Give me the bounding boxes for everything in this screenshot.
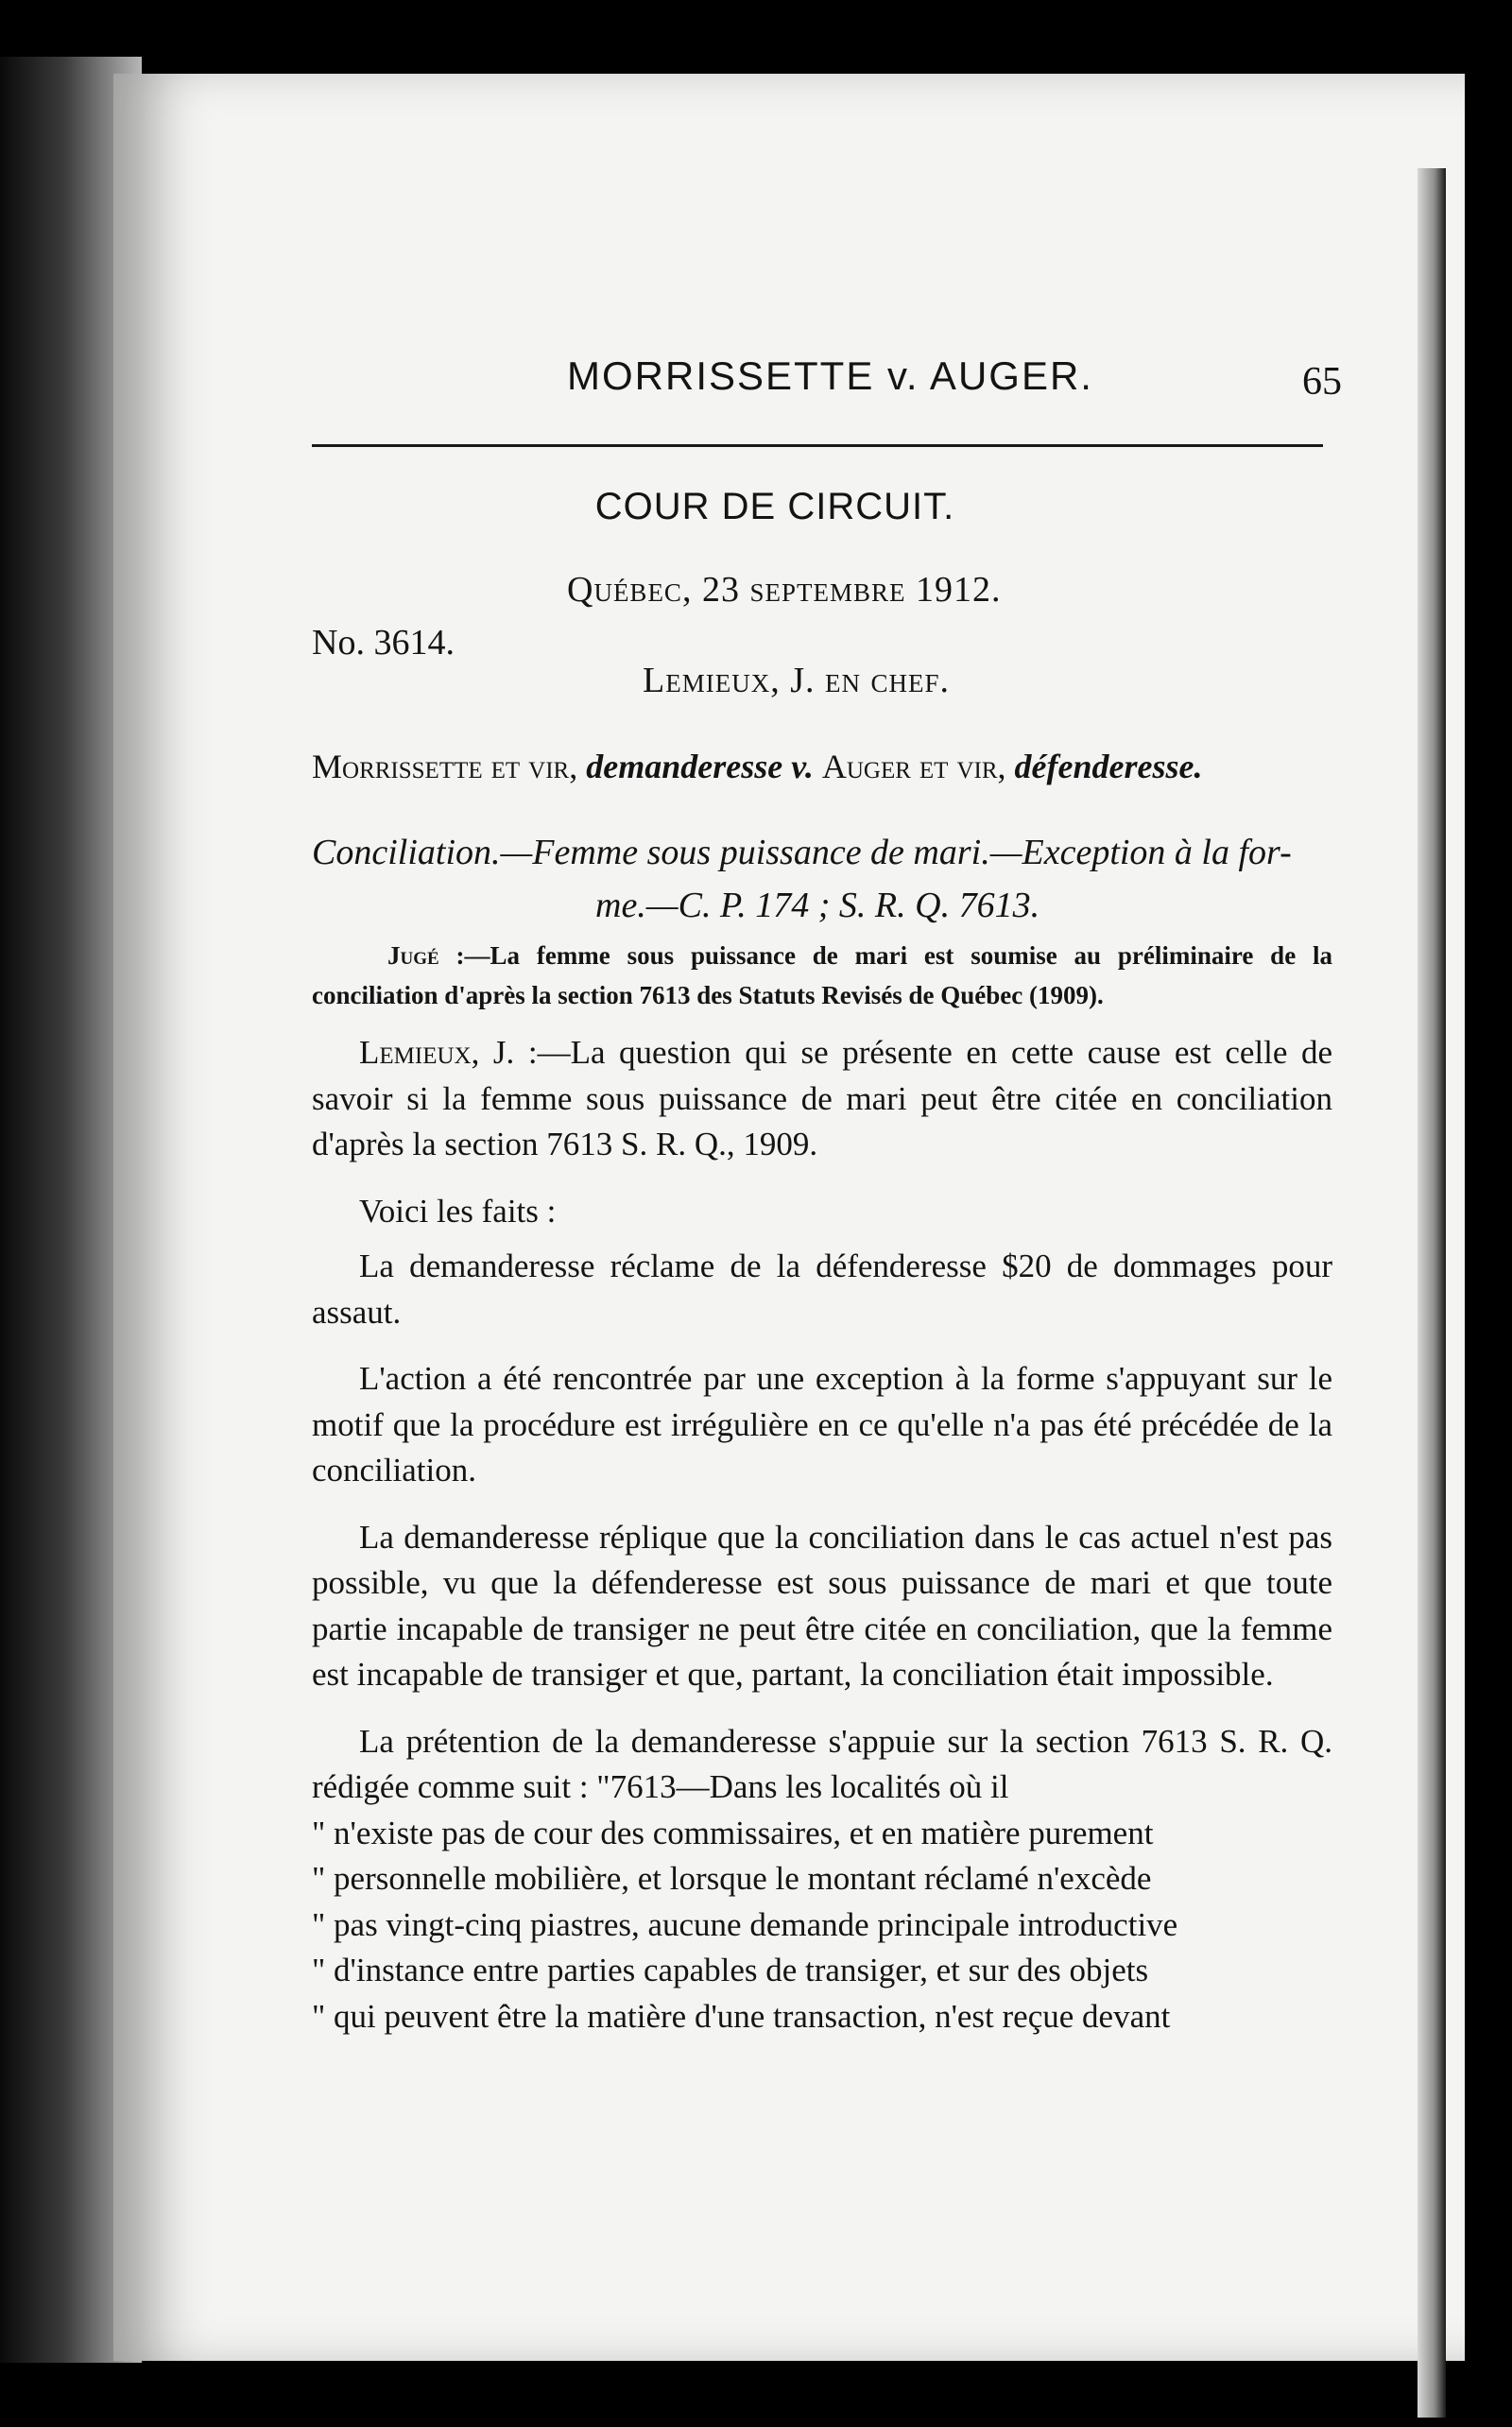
paragraph-6-intro: La prétention de la demanderesse s'appuie sur la section 7613 S. R. Q. rédigée comme suit : "7613—Dans les localités où il	[312, 1722, 1332, 1805]
running-head	[208, 353, 1342, 410]
book-page	[113, 74, 1465, 2361]
syllabus-text: :—La femme sous puissance de mari est soumise au préliminaire de la conciliation d'après la section 7613 des Statuts Revisés de Québec (1909).	[312, 941, 1332, 1009]
running-title: MORRISSETTE v. AUGER.	[567, 353, 1093, 398]
quote-line: " qui peuvent être la matière d'une transaction, n'est reçue devant	[312, 1997, 1171, 2035]
quote-line: " personnelle mobilière, et lorsque le montant réclamé n'excède	[312, 1860, 1152, 1897]
case-parties	[312, 747, 1342, 786]
judgment-body	[312, 1030, 1332, 2060]
paragraph-2: Voici les faits :	[359, 1192, 557, 1230]
docket-number: No. 3614.	[312, 623, 455, 663]
decision-date: Québec, 23 septembre 1912.	[567, 570, 1002, 610]
paragraph-6	[312, 1719, 1332, 2040]
court-heading: COUR DE CIRCUIT.	[594, 486, 955, 527]
paragraph-3: La demanderesse réclame de la défenderesse $20 de dommages pour assaut.	[312, 1248, 1332, 1331]
syllabus	[312, 936, 1332, 1015]
syllabus-label: Jugé	[387, 941, 439, 970]
presiding-judge: Lemieux, J. en chef.	[643, 661, 950, 700]
quote-line: " n'existe pas de cour des commissaires, et en matière purement	[312, 1814, 1154, 1851]
header-rule	[312, 444, 1323, 447]
rubric	[312, 826, 1342, 932]
rubric-line-2: me.—C. P. 174 ; S. R. Q. 7613.	[595, 886, 1040, 925]
paragraph-4: L'action a été rencontrée par une exception à la forme s'appuyant sur le motif que la procédure est irrégulière en ce qu'elle n'a pas été précédée de la conciliation.	[312, 1360, 1332, 1489]
paragraph-1-text: :—La question qui se présente en cette cause est celle de savoir si la femme sous puissance de mari peut être citée en conciliation d'après la section 7613 S. R. Q., 1909.	[312, 1034, 1332, 1162]
quote-line: " d'instance entre parties capables de transiger, et sur des objets	[312, 1952, 1149, 1988]
plaintiff-role: demanderesse	[586, 748, 783, 785]
paragraph-1	[312, 1030, 1332, 1168]
plaintiff-name: Morrissette et vir,	[312, 748, 578, 785]
quote-line: " pas vingt-cinq piastres, aucune demande principale introductive	[312, 1905, 1178, 1943]
versus-label: v.	[782, 748, 822, 785]
rubric-line-1: Conciliation.—Femme sous puissance de mari.—Exception à la for-	[312, 833, 1292, 872]
page-number: 65	[1302, 360, 1342, 404]
paragraph-5: La demanderesse réplique que la conciliation dans le cas actuel n'est pas possible, vu que la défenderesse est sous puissance de mari et que toute partie incapable de transiger ne peut être citée en conciliation, que la femme est incapable de transiger et que, partant, la conciliation était impossible.	[312, 1518, 1332, 1693]
page-edge	[1418, 168, 1446, 2418]
defendant-role: défenderesse.	[1014, 748, 1203, 785]
defendant-name: Auger et vir,	[821, 748, 1006, 785]
judge-name: Lemieux, J.	[359, 1034, 515, 1071]
